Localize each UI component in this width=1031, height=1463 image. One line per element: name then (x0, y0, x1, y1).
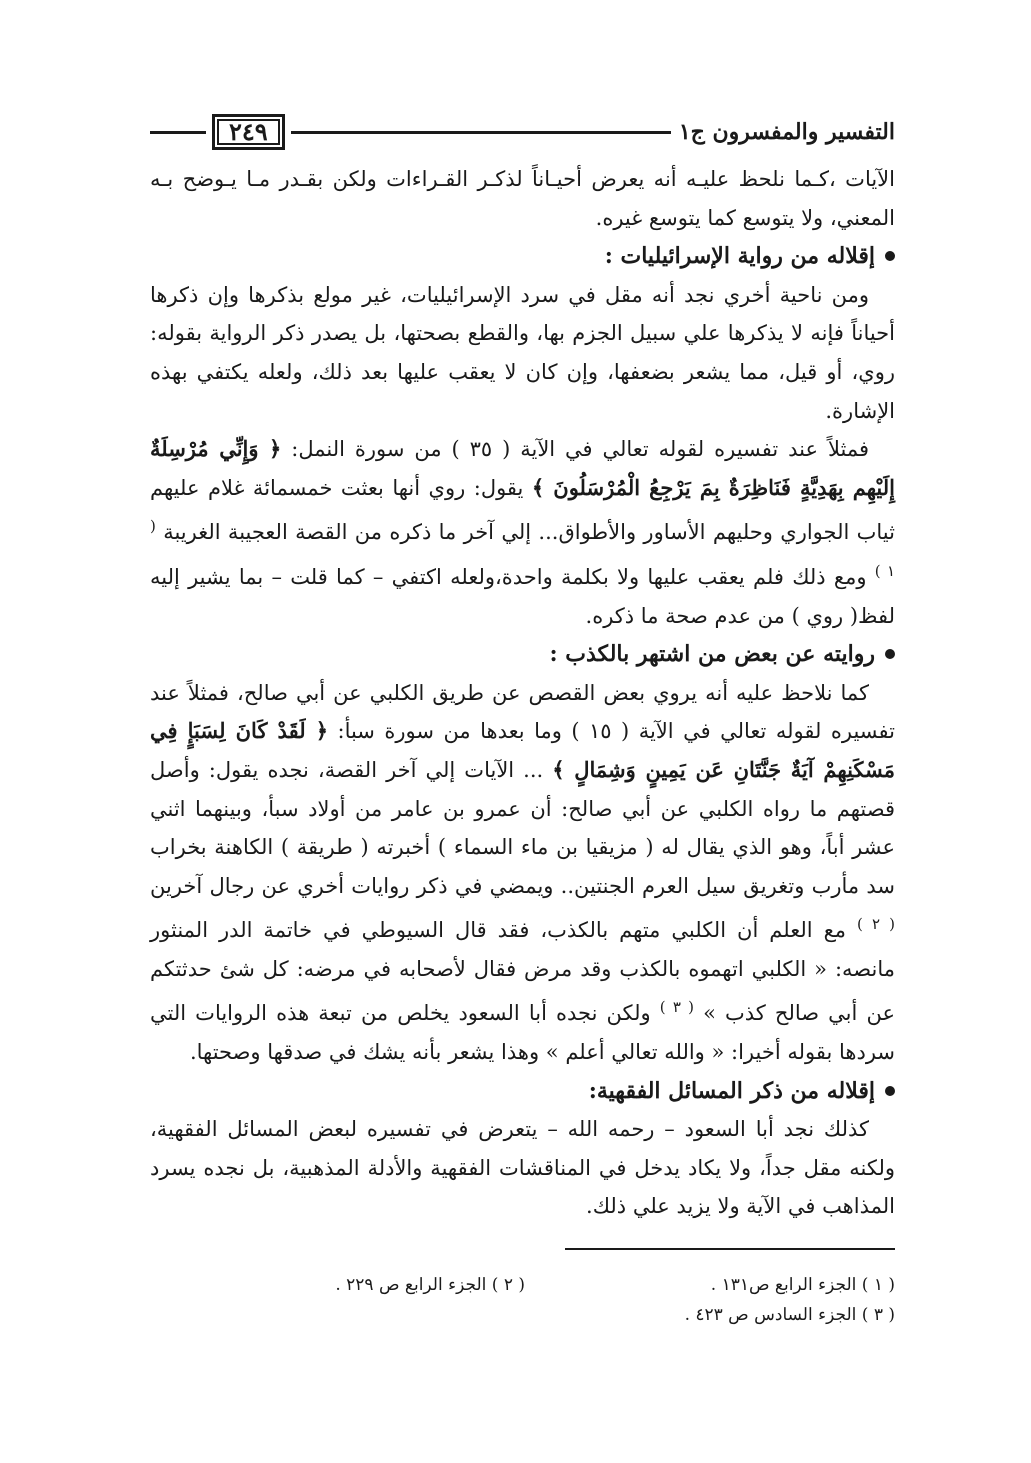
running-title: التفسير والمفسرون ج١ (678, 119, 895, 145)
paragraph: الآيات ،كـما نلحظ عليـه أنه يعرض أحيـاناً لذكـر القـراءات ولكن بقـدر مـا يـوضح بـه المعني، ولا يتوسع كما يتوسع غيره. (150, 167, 895, 230)
footnote-marker: ( ٢ ) (857, 915, 895, 934)
section-heading-text: روايته عن بعض من اشتهر بالكذب : (549, 641, 875, 668)
document-page (150, 110, 895, 1370)
bullet-icon (885, 649, 895, 659)
quran-verse: ﴿ لَقَدْ كَانَ لِسَبَإٍ فِي مَسْكَنِهِمْ آيَةٌ جَنَّتَانِ عَن يَمِينٍ وَشِمَالٍ ﴾ (150, 718, 895, 782)
paragraph (150, 674, 895, 1072)
section-heading-text: إقلاله من رواية الإسرائيليات : (604, 243, 875, 270)
section-heading-text: إقلاله من ذكر المسائل الفقهية: (588, 1077, 875, 1104)
paragraph-text: ومع ذلك فلم يعقب عليها ولا بكلمة واحدة،ولعله اكتفي – كما قلت – بما يشير إليه لفظ( روي ) من عدم صحة ما ذكره. (150, 564, 895, 628)
quran-verse: ﴿ وَإِنِّي مُرْسِلَةٌ إِلَيْهِم بِهَدِيَّةٍ فَنَاظِرَةٌ بِمَ يَرْجِعُ الْمُرْسَلُونَ ﴾ (150, 436, 895, 500)
footnote-row (150, 1270, 895, 1300)
paragraph-text: ولكن نجده أبا السعود يخلص من تبعة هذه الروايات التي سردها بقوله أخيرا: « والله تعالي أعلم » وهذا يشعر بأنه يشك في صدقها وصحتها. (150, 1001, 895, 1065)
footnote-marker: ( ١ ) (150, 517, 895, 580)
paragraph-text: مع العلم أن الكلبي متهم بالكذب، فقد قال السيوطي في خاتمة الدر المنثور مانصه: « الكلبي اتهموه بالكذب وقد مرض فقال لأصحابه في مرضه: كل شئ حدثتكم عن أبي صالح كذب » (150, 918, 895, 1026)
section-heading (150, 1072, 895, 1111)
paragraph: ومن ناحية أخري نجد أنه مقل في سرد الإسرائيليات، غير مولع بذكرها وإن ذكرها أحياناً فإنه لا يذكرها علي سبيل الجزم بها، والقطع بصحتها، بل يصدر ذكر الرواية بقوله: روي، أو قيل، مما يشعر بضعفها، وإن كان لا يعقب عليها بعد ذلك، ولعله يكتفي بهذه الإشارة. (150, 282, 896, 423)
header-rule-end (150, 131, 206, 134)
section-heading (150, 237, 895, 276)
footnote: ( ٣ ) الجزء السادس ص ٤٢٣ . (684, 1305, 895, 1326)
page-number: ٢٤٩ (212, 114, 285, 150)
section-heading (150, 635, 895, 674)
paragraph-text: كما نلاحظ عليه أنه يروي بعض القصص عن طريق الكلبي عن أبي صالح، فمثلاً عند تفسيره لقوله تعالي في الآية ( ١٥ ) وما بعدها من سورة سبأ: (150, 680, 895, 744)
bullet-icon (885, 1086, 895, 1096)
paragraph: كذلك نجد أبا السعود – رحمه الله – يتعرض في تفسيره لبعض المسائل الفقهية، ولكنه مقل جداً، ولا يكاد يدخل في المناقشات الفقهية والأدلة المذهبية، بل نجده يسرد المذاهب في الآية ولا يزيد علي ذلك. (150, 1117, 895, 1219)
page-header (150, 110, 895, 154)
footnote-separator (565, 1248, 895, 1250)
paragraph-text: فمثلاً عند تفسيره لقوله تعالي في الآية ( ٣٥ ) من سورة النمل: (291, 437, 869, 462)
footnote: ( ٢ ) الجزء الرابع ص ٢٢٩ . (335, 1275, 525, 1296)
header-rule (291, 131, 671, 134)
footnote: ( ١ ) الجزء الرابع ص١٣١ . (710, 1275, 895, 1296)
bullet-icon (885, 251, 895, 261)
footnotes (150, 1270, 895, 1330)
paragraph-text: ... الآيات إلي آخر القصة، نجده يقول: وأصل قصتهم ما رواه الكلبي عن أبي صالح: أن عمرو بن عامر من أولاد سبأ، وبينهما اثني عشر أباً، وهو الذي يقال له ( مزيقيا بن ماء السماء ) أخبرته ( طريقة ) الكاهنة بخراب سد مأرب وتغريق سيل العرم الجنتين.. ويمضي في ذكر روايات أخري عن رجال آخرين (150, 757, 895, 898)
paragraph-text: يقول: روي أنها بعثت خمسمائة غلام عليهم ثياب الجواري وحليهم الأساور والأطواق... إلي آخر ما ذكره من القصة العجيبة الغريبة (150, 475, 895, 545)
footnote-row (150, 1300, 895, 1330)
paragraph (150, 430, 895, 635)
footnote-marker: ( ٣ ) (659, 998, 694, 1017)
